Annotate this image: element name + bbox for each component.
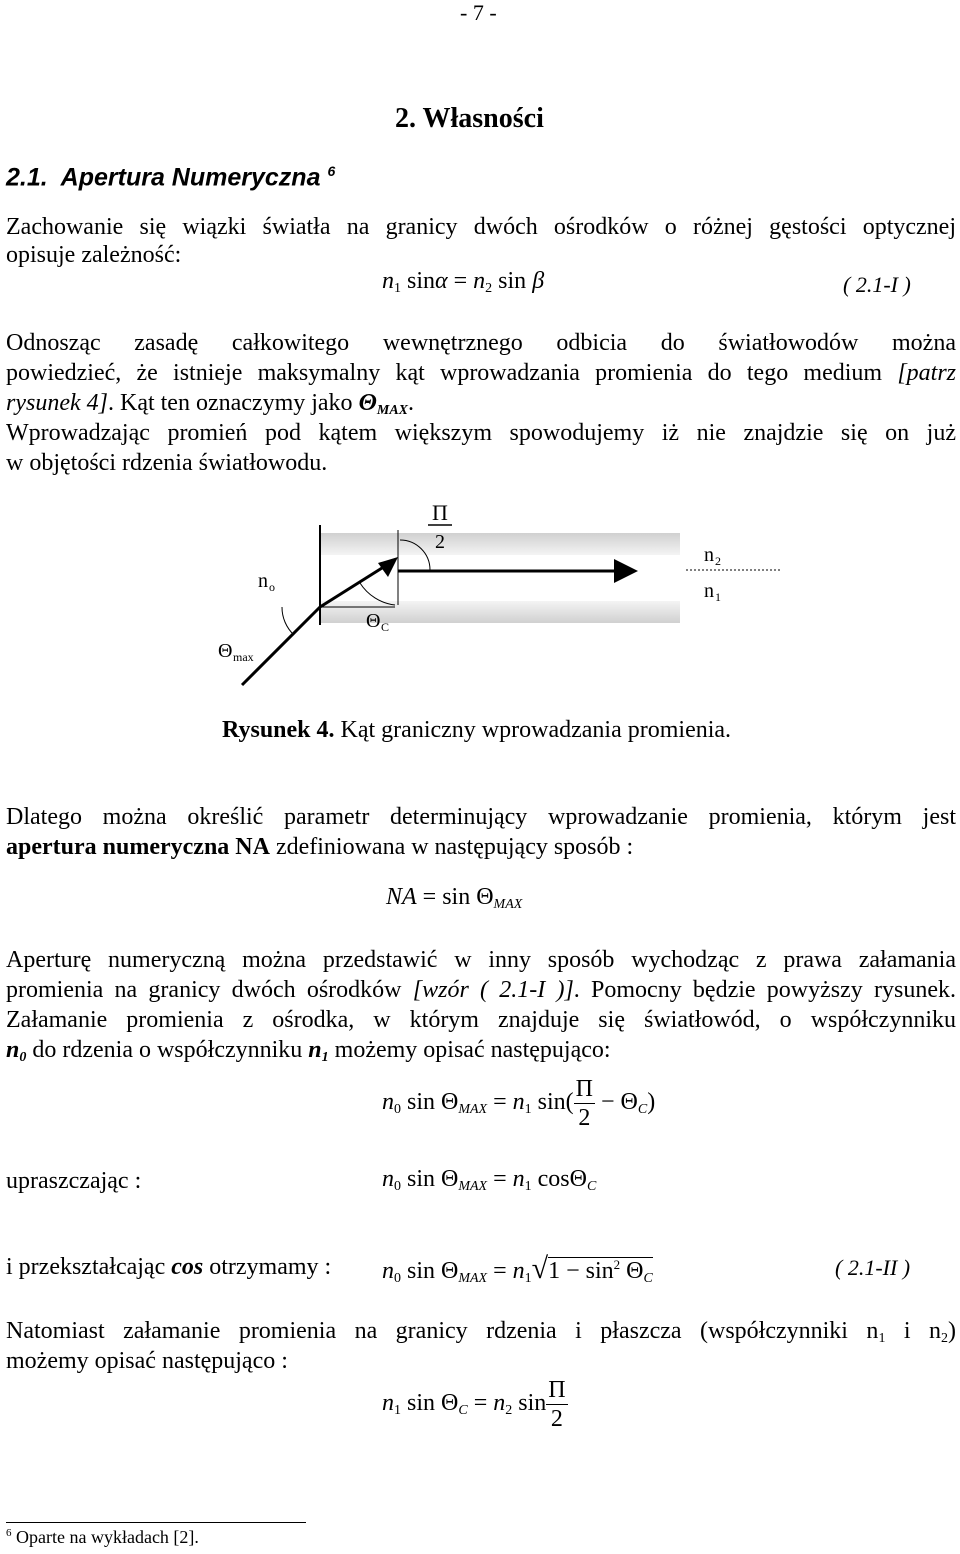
label-n0: n [258, 570, 268, 592]
paragraph-1-line-1: Zachowanie się wiązki światła na granicy dwóch ośrodków o różnej gęstości optycznej [6, 214, 956, 240]
label-n0-sub: o [269, 580, 275, 594]
equation-simplified: $n_0$ $\sin \Theta_{MAX} = n_1$ cosΘ$_C$ [382, 1166, 597, 1194]
label-theta-max: Θ [218, 640, 233, 662]
equation-2-1-II: $n_0$ $\sin \Theta_{MAX} = n_1√1 - \sin^2 \Theta_C$ [382, 1252, 653, 1286]
footnote-ref[interactable]: 6 [327, 163, 336, 179]
paragraph-4-line-1: Dlatego można określić parametr determinujący wprowadzanie promienia, którym jest [6, 804, 956, 830]
equation-core-cladding: $n_1$ $\sin \Theta_C = n_2$ sin $\frac{\Pi}{2}$ [382, 1377, 566, 1432]
equation-refraction-entry: $n_0$ $\sin \Theta_{MAX} = n_1$ sin( $\frac{\Pi}{2}$ − $\Theta_C$) [382, 1076, 656, 1131]
paragraph-5-line-4: $n_0$ do rdzenia o współczynniku $n_1$ możemy opisać następująco: [6, 1037, 611, 1065]
equation-snell: $n_1$ $\sin\alpha = n_2$ sin β [382, 268, 545, 296]
label-theta-max-sub: max [233, 650, 254, 664]
label-pi: Π [432, 500, 448, 525]
fraction-pi-half: $\frac{\Pi}{2}$ [575, 1076, 593, 1131]
paragraph-5-line-1: Aperturę numeryczną można przedstawić w inny sposób wychodząc z prawa załamania [6, 947, 956, 973]
section-number: 2.1. [6, 163, 48, 192]
fiber-diagram [200, 495, 800, 710]
fraction-pi-half-2: $\frac{\Pi}{2}$ [548, 1377, 566, 1432]
label-n1: n [704, 580, 714, 602]
paragraph-1-line-2: opisuje zależność: [6, 242, 182, 268]
label-theta-c: Θ [366, 610, 381, 632]
paragraph-5-line-2: promienia na granicy dwóch ośrodków [wzór ( 2.1-I )]. Pomocny będzie powyższy rysunek. [6, 977, 956, 1003]
page-number: - 7 - [460, 0, 497, 25]
figure-caption: Rysunek 4. Kąt graniczny wprowadzania promienia. [222, 717, 732, 743]
fiber-core [320, 555, 680, 601]
angle-arc-theta-max [282, 607, 294, 635]
equation-na: NA = $\sin \Theta_{MAX}$ [386, 884, 523, 912]
paragraph-2-line-3: rysunek 4]. Kąt ten oznaczymy jako $\Theta_{MAX}$. [6, 390, 415, 418]
footnote: $^6$ Oparte na wykładach [2]. [6, 1527, 199, 1547]
label-n1-sub: 1 [715, 590, 721, 604]
incident-ray [242, 607, 320, 685]
section-title: Apertura Numeryczna [60, 163, 321, 192]
paragraph-2-line-2: powiedzieć, że istnieje maksymalny kąt wprowadzania promienia do tego medium [patrz [6, 360, 956, 386]
paragraph-6-line-1: Natomiast załamanie promienia na granicy rdzenia i płaszcza (współczynniki $n_1$ i $n_2$) [6, 1318, 957, 1346]
transforming-label: i przekształcając cos otrzymamy : [6, 1254, 332, 1280]
label-two: 2 [435, 531, 445, 553]
label-n2: n [704, 544, 714, 566]
paragraph-3-line-1: Wprowadzając promień pod kątem większym spowodujemy iż nie znajdzie się on już [6, 420, 956, 446]
label-theta-c-sub: C [381, 620, 390, 634]
label-n2-sub: 2 [715, 554, 721, 568]
section-heading [6, 163, 335, 192]
simplifying-label: upraszczając : [6, 1168, 142, 1194]
paragraph-5-line-3: Załamanie promienia z ośrodka, w którym znajduje się światłowód, o współczynniku [6, 1007, 956, 1033]
paragraph-3-line-2: w objętości rdzenia światłowodu. [6, 450, 328, 476]
footnote-separator [6, 1522, 306, 1523]
paragraph-2-line-1: Odnosząc zasadę całkowitego wewnętrznego odbicia do światłowodów można [6, 330, 956, 356]
paragraph-6-line-2: możemy opisać następująco : [6, 1348, 288, 1374]
equation-number-1: ( 2.1-I ) [843, 272, 911, 297]
equation-number-2: ( 2.1-II ) [835, 1255, 911, 1280]
chapter-heading: 2. Własności [395, 103, 544, 134]
cladding-top [320, 533, 680, 555]
paragraph-4-line-2: apertura numeryczna NA zdefiniowana w następujący sposób : [6, 834, 634, 860]
